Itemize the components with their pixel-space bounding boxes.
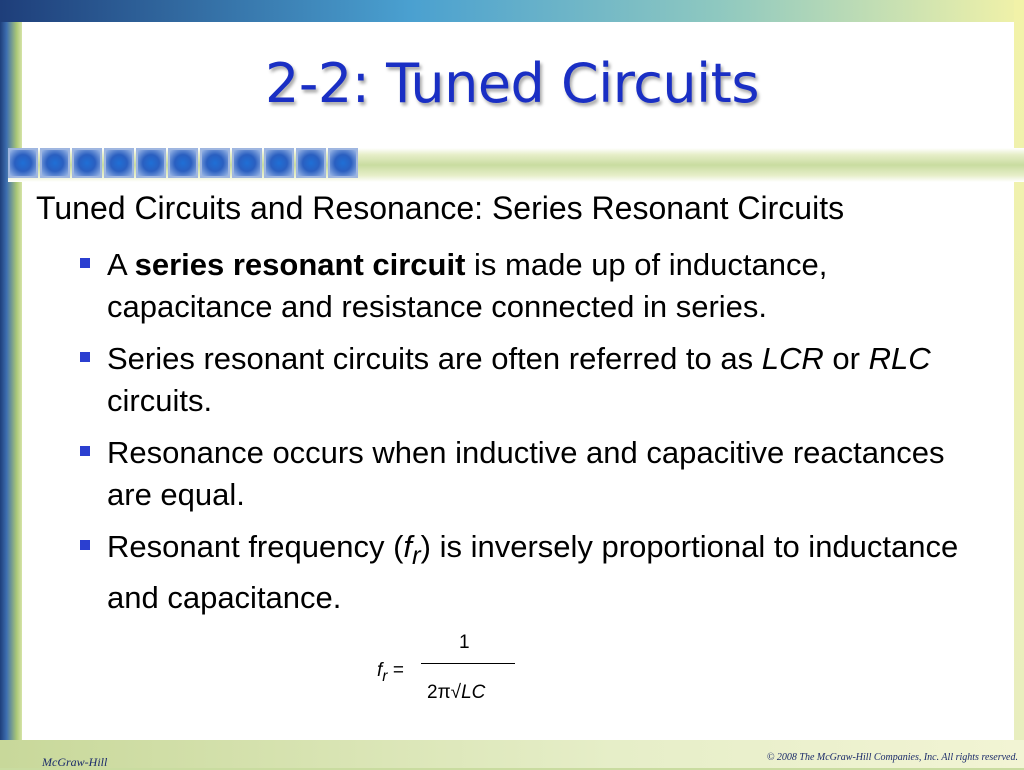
divider-cell	[200, 148, 230, 178]
divider-cell	[232, 148, 262, 178]
bullet-square-icon	[80, 446, 90, 456]
slide-title: 2-2: Tuned Circuits	[265, 52, 759, 115]
bullet-text: or	[823, 341, 869, 376]
bullet-italic-term: RLC	[868, 341, 931, 376]
formula-numerator: 1	[459, 632, 470, 653]
title-divider	[8, 148, 1024, 182]
bullet-text: Resonance occurs when inductive and capacitive reactances are equal.	[107, 435, 945, 512]
formula-denominator-prefix: 2π√	[427, 682, 462, 703]
footer-copyright: © 2008 The McGraw-Hill Companies, Inc. All rights reserved.	[766, 752, 1018, 763]
bullet-item	[76, 338, 976, 422]
divider-cell	[40, 148, 70, 178]
bullet-bold-term: series resonant circuit	[134, 247, 466, 282]
bullet-variable: f	[403, 529, 413, 564]
divider-cell	[72, 148, 102, 178]
formula-lhs	[377, 660, 404, 686]
divider-cells	[8, 148, 358, 178]
divider-cell	[8, 148, 38, 178]
bullet-item	[76, 244, 976, 328]
formula-denominator-var: LC	[461, 682, 486, 703]
bullet-text: A	[107, 247, 135, 282]
formula-equals: =	[387, 660, 404, 681]
bullet-text: is made up of inductance, capacitance and resistance connected in series.	[107, 247, 828, 324]
bullet-square-icon	[80, 540, 90, 550]
bullet-item	[76, 432, 976, 516]
bullet-italic-term: LCR	[761, 341, 824, 376]
bullet-text: Resonant frequency (	[107, 529, 404, 564]
divider-cell	[264, 148, 294, 178]
divider-cell	[168, 148, 198, 178]
divider-cell	[136, 148, 166, 178]
divider-cell	[104, 148, 134, 178]
bullet-text: Series resonant circuits are often referred to as	[107, 341, 762, 376]
formula-lhs-var: f	[377, 660, 383, 681]
slide-subtitle: Tuned Circuits and Resonance: Series Resonant Circuits	[36, 190, 845, 226]
resonant-frequency-formula	[375, 632, 525, 712]
bullet-text: circuits.	[107, 383, 213, 418]
right-decor-bar	[1014, 0, 1024, 768]
footer-publisher: McGraw-Hill	[42, 755, 108, 769]
divider-cell	[328, 148, 358, 178]
bullet-item	[76, 526, 976, 619]
formula-lhs-sub: r	[382, 667, 388, 685]
top-decor-bar	[0, 0, 1024, 22]
bullet-square-icon	[80, 352, 90, 362]
bullet-variable-subscript: r	[412, 542, 421, 571]
left-decor-bar	[0, 0, 22, 768]
bullet-square-icon	[80, 258, 90, 268]
formula-fraction-bar	[421, 663, 515, 664]
divider-cell	[296, 148, 326, 178]
bullet-list	[76, 244, 976, 629]
bullet-text: ) is inversely proportional to inductance and capacitance.	[107, 529, 959, 616]
formula-denominator	[427, 682, 485, 704]
